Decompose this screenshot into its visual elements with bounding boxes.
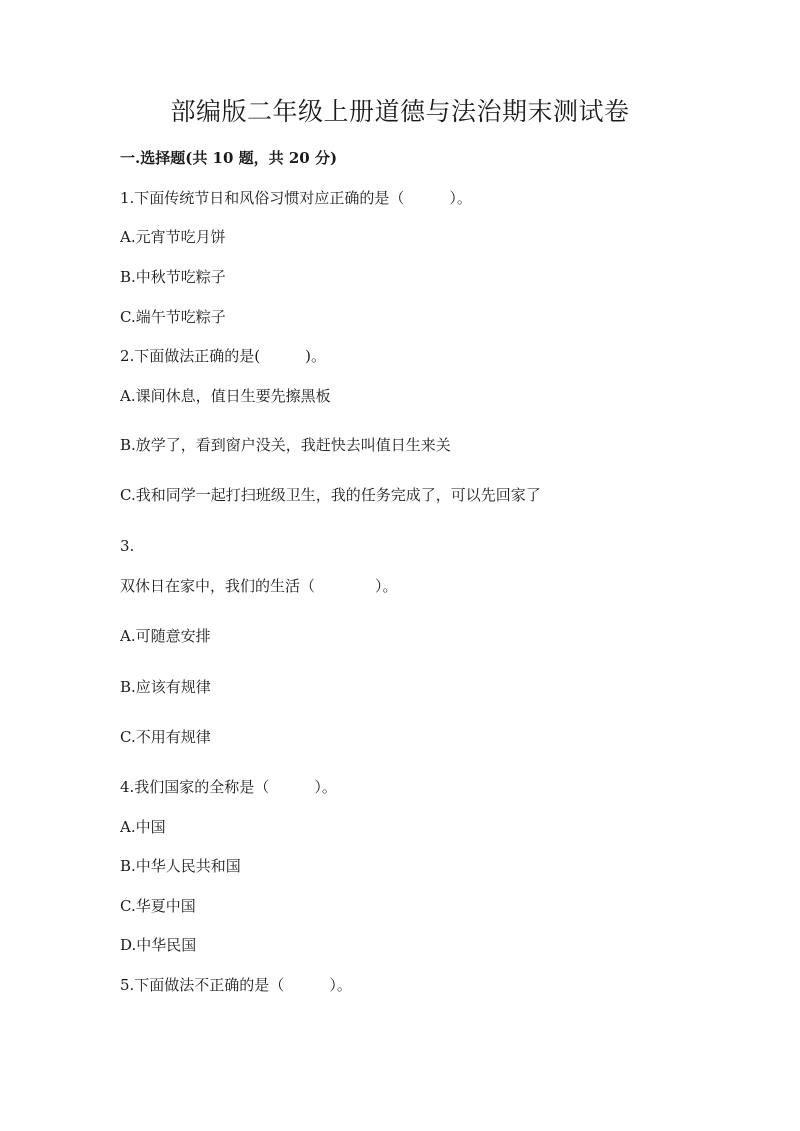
question-4-option-d: D.中华民国 (120, 936, 197, 954)
question-5-stem: 5.下面做法不正确的是（ ）。 (120, 976, 352, 994)
question-1-option-a: A.元宵节吃月饼 (120, 228, 226, 246)
question-2-option-c: C.我和同学一起打扫班级卫生，我的任务完成了，可以先回家了 (120, 486, 541, 504)
question-2-option-b: B.放学了，看到窗户没关，我赶快去叫值日生来关 (120, 436, 451, 454)
section-heading: 一.选择题(共 10 题，共 20 分) (120, 149, 338, 167)
question-1-option-b: B.中秋节吃粽子 (120, 268, 226, 286)
question-4-option-b: B.中华人民共和国 (120, 857, 241, 875)
question-4-option-a: A.中国 (120, 818, 166, 836)
question-1-stem: 1.下面传统节日和风俗习惯对应正确的是（ ）。 (120, 189, 472, 207)
question-3-stem: 双休日在家中，我们的生活（ ）。 (120, 577, 398, 595)
question-4-stem: 4.我们国家的全称是（ ）。 (120, 778, 337, 796)
question-2-stem: 2.下面做法正确的是( )。 (120, 347, 327, 365)
question-4-option-c: C.华夏中国 (120, 897, 196, 915)
question-3-option-c: C.不用有规律 (120, 728, 211, 746)
question-1-option-c: C.端午节吃粽子 (120, 308, 226, 326)
page-title: 部编版二年级上册道德与法治期末测试卷 (170, 97, 630, 126)
question-2-option-a: A.课间休息，值日生要先擦黑板 (120, 387, 331, 405)
question-3-option-b: B.应该有规律 (120, 678, 211, 696)
question-3-number: 3. (120, 537, 135, 555)
question-3-option-a: A.可随意安排 (120, 627, 211, 645)
